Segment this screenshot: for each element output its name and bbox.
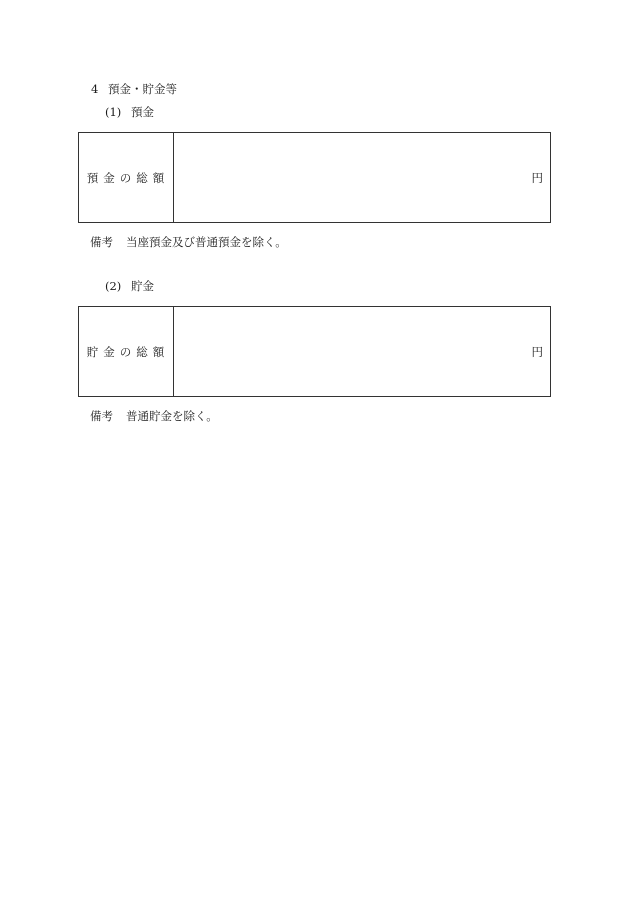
- savings-title: 貯金: [131, 279, 154, 293]
- savings-total-label: 貯金の総額: [79, 307, 174, 396]
- savings-total-field[interactable]: [174, 307, 550, 396]
- deposits-total-label: 預金の総額: [79, 133, 174, 222]
- savings-unit: 円: [531, 344, 543, 359]
- section-heading: [91, 81, 177, 97]
- savings-table: [78, 306, 551, 397]
- deposits-table: [78, 132, 551, 223]
- deposits-number: (1): [105, 105, 122, 119]
- savings-heading: [105, 278, 154, 294]
- deposits-unit: 円: [531, 170, 543, 185]
- savings-number: (2): [105, 279, 122, 293]
- deposits-note-head: 備考: [90, 235, 113, 249]
- deposits-note: [90, 234, 287, 250]
- section-number: 4: [91, 82, 99, 96]
- deposits-note-text: 当座預金及び普通預金を除く。: [126, 235, 287, 249]
- deposits-title: 預金: [131, 105, 154, 119]
- savings-note-head: 備考: [90, 409, 113, 423]
- savings-note-text: 普通貯金を除く。: [126, 409, 218, 423]
- deposits-heading: [105, 104, 154, 120]
- savings-note: [90, 408, 218, 424]
- section-title: 預金・貯金等: [108, 82, 177, 96]
- deposits-total-field[interactable]: [174, 133, 550, 222]
